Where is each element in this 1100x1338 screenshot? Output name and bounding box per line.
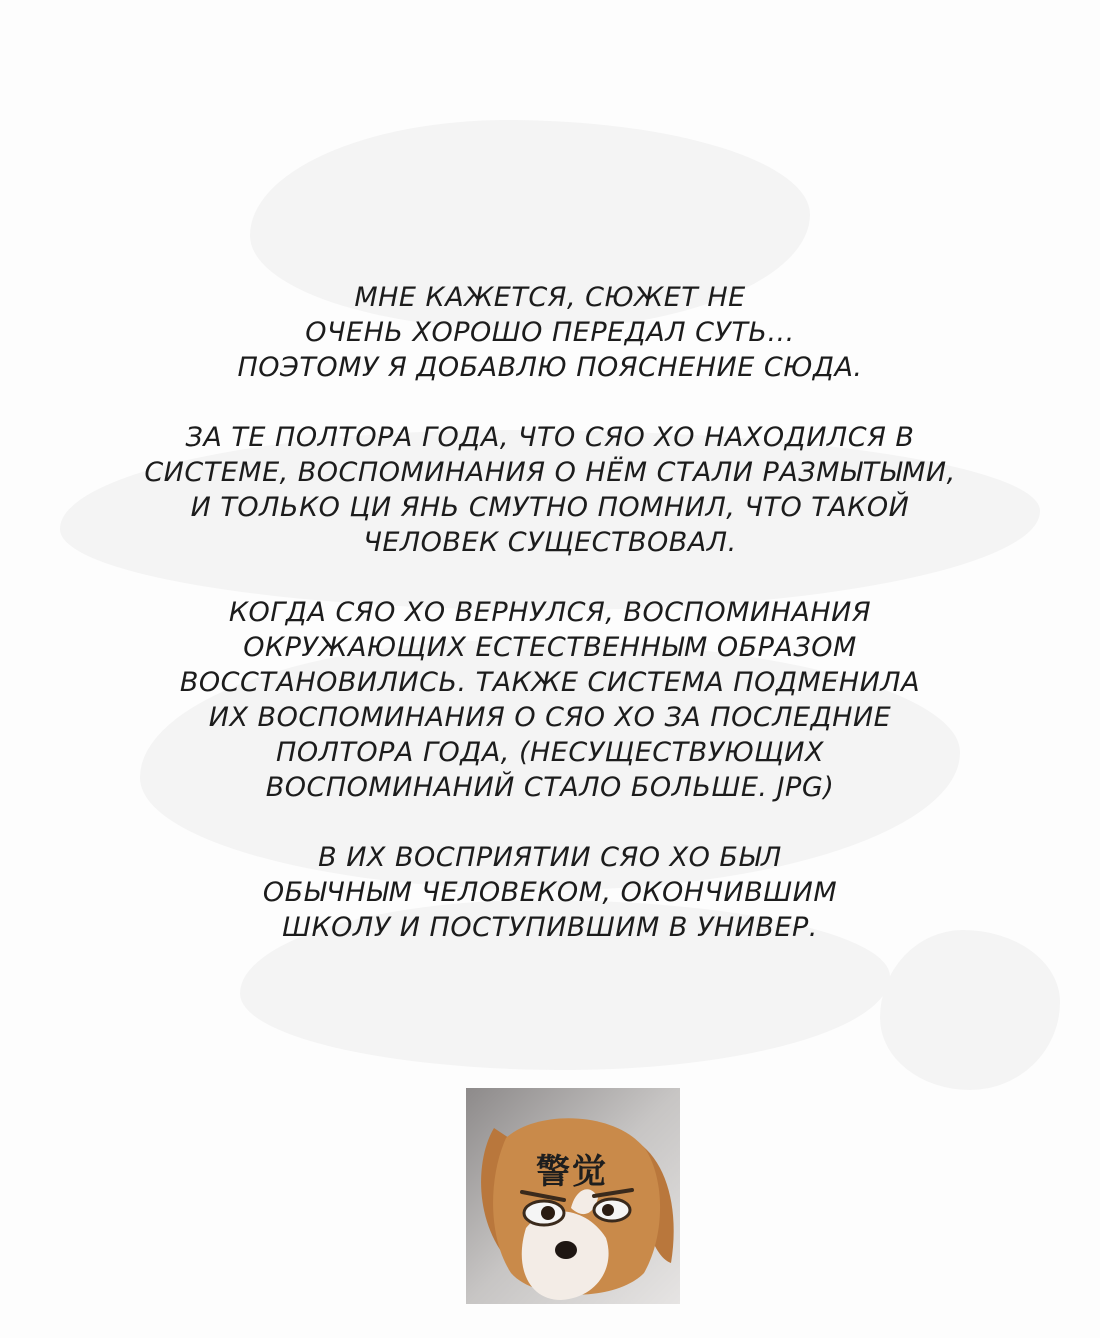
alert-dog-sticker-icon (466, 1088, 680, 1304)
text-line: ОБЫЧНЫМ ЧЕЛОВЕКОМ, ОКОНЧИВШИМ (262, 877, 838, 908)
paragraph-2 (100, 420, 1000, 560)
text-line: ПОЭТОМУ Я ДОБАВЛЮ ПОЯСНЕНИЕ СЮДА. (237, 352, 863, 383)
text-line: ВОСПОМИНАНИЙ СТАЛО БОЛЬШЕ. JPG) (265, 772, 835, 803)
text-line: СИСТЕМЕ, ВОСПОМИНАНИЯ О НЁМ СТАЛИ РАЗМЫТЫМИ, (144, 457, 956, 488)
text-line: ЧЕЛОВЕК СУЩЕСТВОВАЛ. (363, 527, 737, 558)
note-text-block (100, 280, 1000, 980)
text-line: И ТОЛЬКО ЦИ ЯНЬ СМУТНО ПОМНИЛ, ЧТО ТАКОЙ (190, 492, 910, 523)
text-line: МНЕ КАЖЕТСЯ, СЮЖЕТ НЕ (354, 282, 746, 313)
paragraph-3 (100, 595, 1000, 805)
sticker-caption-glyphs: 警觉 (536, 1152, 608, 1192)
dog-illustration (466, 1088, 680, 1304)
text-line: ИХ ВОСПОМИНАНИЯ О СЯО ХО ЗА ПОСЛЕДНИЕ (208, 702, 892, 733)
text-line: ПОЛТОРА ГОДА, (НЕСУЩЕСТВУЮЩИХ (276, 737, 824, 768)
text-line: ОЧЕНЬ ХОРОШО ПЕРЕДАЛ СУТЬ... (305, 317, 795, 348)
text-line: В ИХ ВОСПРИЯТИИ СЯО ХО БЫЛ (318, 842, 782, 873)
paragraph-4 (100, 840, 1000, 945)
text-line: ВОССТАНОВИЛИСЬ. ТАКЖЕ СИСТЕМА ПОДМЕНИЛА (179, 667, 921, 698)
text-line: КОГДА СЯО ХО ВЕРНУЛСЯ, ВОСПОМИНАНИЯ (228, 597, 872, 628)
text-line: ШКОЛУ И ПОСТУПИВШИМ В УНИВЕР. (282, 912, 818, 943)
text-line: ЗА ТЕ ПОЛТОРА ГОДА, ЧТО СЯО ХО НАХОДИЛСЯ В (185, 422, 915, 453)
paragraph-1 (100, 280, 1000, 385)
text-line: ОКРУЖАЮЩИХ ЕСТЕСТВЕННЫМ ОБРАЗОМ (243, 632, 857, 663)
